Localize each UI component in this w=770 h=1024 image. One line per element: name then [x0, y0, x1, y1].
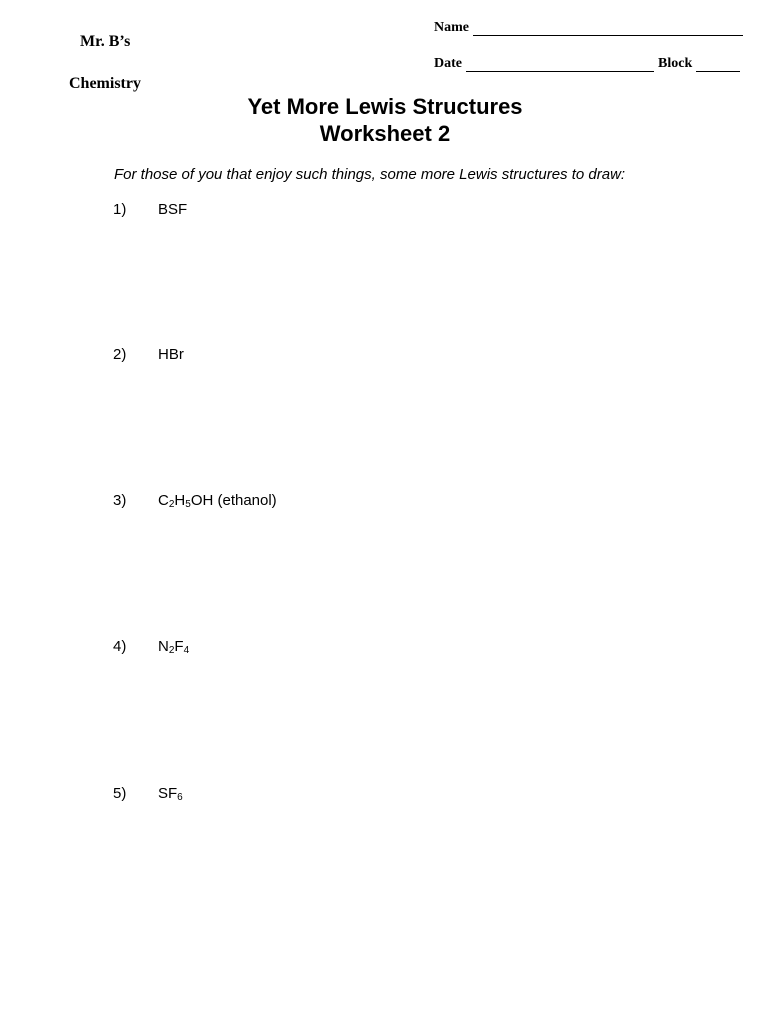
formula-subscript: 2: [168, 645, 175, 656]
problem-number: 5): [113, 785, 127, 802]
problem-number: 2): [113, 346, 127, 363]
date-block-field-row: [434, 56, 740, 72]
formula-subscript: 6: [177, 792, 183, 803]
block-label: Block: [658, 56, 693, 71]
subject-name: Chemistry: [69, 75, 141, 92]
worksheet-subtitle: Worksheet 2: [319, 121, 451, 146]
block-blank-line: [696, 57, 740, 72]
worksheet-title: Yet More Lewis Structures: [247, 94, 523, 119]
problem-formula: $C_2H_5OH$ (ethanol): [158, 492, 277, 510]
problem-number: 1): [113, 201, 127, 218]
name-field-row: [434, 20, 743, 36]
formula-subscript: 2: [168, 499, 175, 510]
date-blank-line: [466, 57, 654, 72]
name-label: Name: [434, 20, 469, 35]
problem-item: [113, 785, 183, 803]
problem-item: [113, 346, 184, 363]
instructions-text: For those of you that enjoy such things, some more Lewis structures to draw:: [114, 166, 626, 183]
problem-formula: $N_2F_4$: [158, 638, 190, 656]
problem-item: [113, 638, 189, 656]
problem-number: 4): [113, 638, 127, 655]
teacher-name: Mr. B’s: [80, 33, 131, 50]
date-label: Date: [434, 56, 462, 71]
problem-number: 3): [113, 492, 127, 509]
name-blank-line: [473, 21, 743, 36]
formula-subscript: 5: [185, 499, 191, 510]
problem-formula: $SF_6$: [158, 785, 183, 803]
problem-item: [113, 201, 187, 218]
problem-formula: HBr: [158, 346, 184, 363]
formula-subscript: 4: [183, 645, 190, 656]
problem-item: [113, 492, 277, 510]
problem-formula: BSF: [158, 201, 188, 218]
